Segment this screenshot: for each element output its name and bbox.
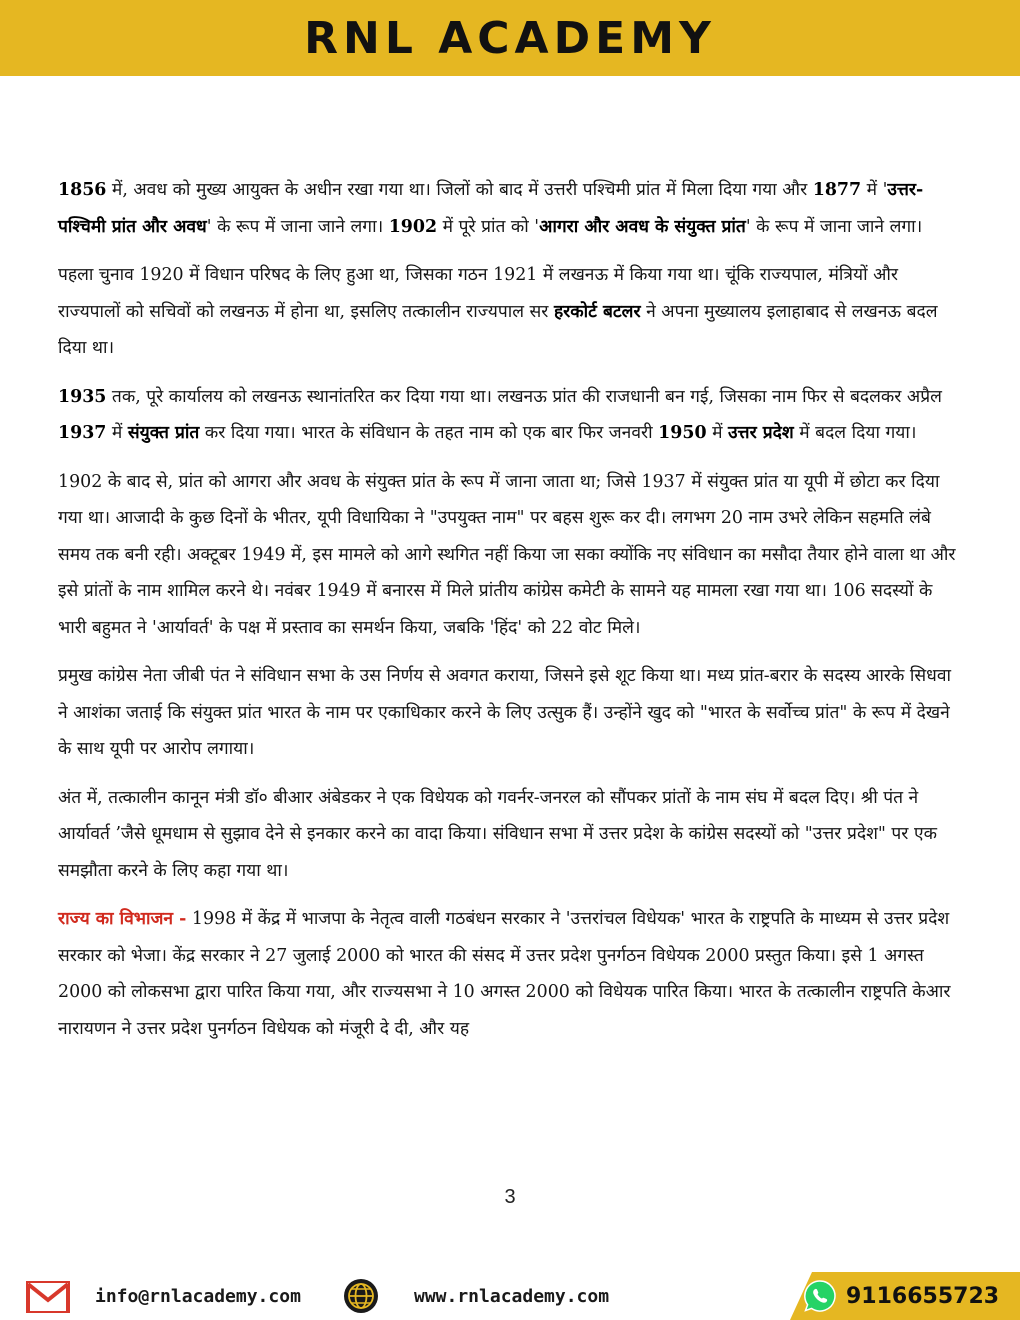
website-link[interactable]: www.rnlacademy.com bbox=[414, 1285, 610, 1307]
mail-icon bbox=[26, 1281, 70, 1313]
bold-text: संयुक्त प्रांत bbox=[127, 423, 200, 443]
phone-number[interactable]: 9116655723 bbox=[846, 1283, 1000, 1309]
brand-title: RNL ACADEMY bbox=[304, 12, 716, 64]
bold-text: 1937 bbox=[58, 423, 107, 443]
text-run: में बदल दिया गया। bbox=[793, 423, 917, 443]
paragraph bbox=[58, 658, 958, 768]
page-number: 3 bbox=[504, 1186, 516, 1208]
bold-text: 1902 bbox=[388, 216, 438, 237]
text-run: 1998 में केंद्र में भाजपा के नेतृत्व वाली गठबंधन सरकार ने 'उत्तरांचल विधेयक' भारत के राष्ट्रपति के माध्यम से उत्तर प्रदेश सरकार को भेजा। केंद्र सरकार ने 27 जुलाई 2000 को भारत की संसद में उत्तर प्रदेश पुनर्गठन विधेयक 2000 प्रस्तुत किया। इसे 1 अगस्त 2000 को लोकसभा द्वारा पारित किया गया, और राज्यसभा ने 10 अगस्त 2000 को विधेयक पारित किया। भारत के तत्कालीन राष्ट्रपति केआर नारायणन ने उत्तर प्रदेश पुनर्गठन विधेयक को मंजूरी दे दी, और यह bbox=[58, 909, 951, 1039]
section-heading: राज्य का विभाजन - bbox=[58, 909, 187, 929]
text-run: अंत में, तत्कालीन कानून मंत्री डॉ० बीआर अंबेडकर ने एक विधेयक को गवर्नर-जनरल को सौंपकर प्रांतों के नाम संघ में बदल दिए। श्री पंत ने आर्यावर्त ’जैसे धूमधाम से सुझाव देने से इनकार करने का वादा किया। संविधान सभा में उत्तर प्रदेश के कांग्रेस सदस्यों को "उत्तर प्रदेश" पर एक समझौता करने के लिए कहा गया था। bbox=[58, 787, 937, 881]
paragraph bbox=[58, 172, 958, 245]
text-run: ' के रूप में जाना जाने लगा। bbox=[206, 216, 389, 237]
header-banner bbox=[0, 0, 1020, 76]
text-run: तक, पूरे कार्यालय को लखनऊ स्थानांतरित कर दिया गया था। लखनऊ प्रांत की राजधानी बन गई, जिसका नाम फिर से बदलकर अप्रैल bbox=[106, 386, 942, 407]
text-run: में, अवध को मुख्य आयुक्त के अधीन रखा गया था। जिलों को बाद में उत्तरी पश्चिमी प्रांत में मिला दिया गया और bbox=[106, 180, 813, 200]
text-run: ने अपना मुख्यालय इलाहाबाद से लखनऊ बदल दिया था। bbox=[58, 301, 938, 358]
paragraph bbox=[58, 257, 958, 367]
footer bbox=[0, 1272, 1020, 1320]
paragraph bbox=[58, 901, 958, 1047]
bold-text: 1950 bbox=[658, 423, 707, 443]
text-run: में bbox=[706, 423, 729, 443]
document-body bbox=[58, 172, 958, 1059]
bold-text: उत्तर-पश्चिमी प्रांत और अवध bbox=[58, 180, 924, 237]
whatsapp-icon bbox=[803, 1279, 837, 1313]
text-run: में पूरे प्रांत को ' bbox=[437, 216, 540, 237]
text-run: ' के रूप में जाना जाने लगा। bbox=[745, 216, 923, 237]
paragraph bbox=[58, 780, 958, 890]
text-run: 1902 के बाद से, प्रांत को आगरा और अवध के संयुक्त प्रांत के रूप में जाना जाता था; जिसे 1937 में संयुक्त प्रांत या यूपी में छोटा कर दिया गया था। आजादी के कुछ दिनों के भीतर, यूपी विधायिका ने "उपयुक्त नाम" पर बहस शुरू कर दी। लगभग 20 नाम उभरे लेकिन सहमति लंबे समय तक बनी रही। अक्टूबर 1949 में, इस मामले को आगे स्थगित नहीं किया जा सका क्योंकि नए संविधान का मसौदा तैयार होने वाला था और इसे प्रांतों के नाम शामिल करने थे। नवंबर 1949 में बनारस में मिले प्रांतीय कांग्रेस कमेटी के सामने यह मामला रखा गया था। 106 सदस्यों के भारी बहुमत ने 'आर्यावर्त' के पक्ष में प्रस्ताव का समर्थन किया, जबकि 'हिंद' को 22 वोट मिले। bbox=[58, 471, 956, 638]
text-run: कर दिया गया। भारत के संविधान के तहत नाम को एक बार फिर जनवरी bbox=[199, 423, 659, 443]
text-run: में ' bbox=[861, 180, 888, 200]
text-run: पहला चुनाव 1920 में विधान परिषद के लिए हुआ था, जिसका गठन 1921 में लखनऊ में किया गया था। चूंकि राज्यपाल, मंत्रियों और राज्यपालों को सचिवों को लखनऊ में होना था, इसलिए तत्कालीन राज्यपाल सर bbox=[58, 265, 899, 322]
email-link[interactable]: info@rnlacademy.com bbox=[95, 1285, 301, 1307]
bold-text: उत्तर प्रदेश bbox=[728, 423, 794, 443]
text-run: प्रमुख कांग्रेस नेता जीबी पंत ने संविधान सभा के उस निर्णय से अवगत कराया, जिसने इसे शूट किया था। मध्य प्रांत-बरार के सदस्य आरके सिधवा ने आशंका जताई कि संयुक्त प्रांत भारत के नाम पर एकाधिकार करने के लिए उत्सुक हैं। उन्होंने खुद को "भारत के सर्वोच्च प्रांत" के रूप में देखने के साथ यूपी पर आरोप लगाया। bbox=[58, 666, 952, 759]
paragraph bbox=[58, 464, 958, 647]
globe-icon bbox=[343, 1278, 379, 1314]
paragraph bbox=[58, 379, 958, 452]
bold-text: हरकोर्ट बटलर bbox=[553, 301, 641, 322]
text-run: में bbox=[106, 423, 128, 443]
bold-text: 1856 bbox=[58, 180, 107, 200]
bold-text: आगरा और अवध के संयुक्त प्रांत bbox=[539, 216, 746, 237]
bold-text: 1935 bbox=[58, 386, 107, 407]
bold-text: 1877 bbox=[812, 180, 862, 200]
